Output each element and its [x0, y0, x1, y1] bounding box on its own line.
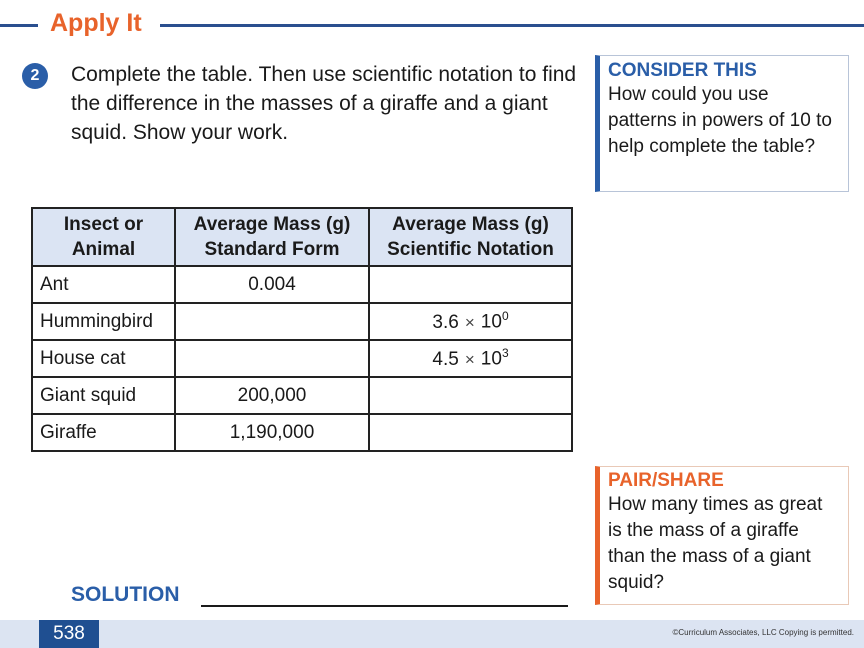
table-row	[32, 377, 572, 414]
exponent: 3	[501, 346, 509, 361]
pair-share-text: How many times as great is the mass of a giraffe than the mass of a giant squid?	[608, 494, 823, 593]
animal-cell: Hummingbird	[32, 303, 175, 340]
power-base: 10	[480, 348, 502, 370]
pair-share-title: PAIR/SHARE	[608, 470, 724, 491]
header-rule-right	[160, 24, 864, 27]
mass-table	[31, 207, 573, 452]
scientific-notation-cell	[369, 340, 572, 377]
table-header-row	[32, 208, 572, 266]
times-icon: ×	[464, 349, 475, 369]
coefficient: 4.5	[432, 348, 459, 370]
scientific-notation-cell[interactable]	[369, 414, 572, 451]
table-row	[32, 414, 572, 451]
times-icon: ×	[464, 312, 475, 332]
section-title: Apply It	[50, 9, 142, 37]
page-number: 538	[39, 620, 99, 648]
table-row	[32, 340, 572, 377]
scientific-notation-cell	[369, 303, 572, 340]
animal-cell: House cat	[32, 340, 175, 377]
header-rule-left	[0, 24, 38, 27]
problem-number-badge: 2	[22, 63, 48, 89]
power-base: 10	[480, 311, 502, 333]
consider-this-box	[595, 55, 849, 192]
animal-cell: Ant	[32, 266, 175, 303]
scientific-notation-cell[interactable]	[369, 377, 572, 414]
exponent: 0	[501, 309, 509, 324]
pair-share-box	[595, 466, 849, 605]
table-row	[32, 266, 572, 303]
solution-label: SOLUTION	[71, 583, 180, 606]
column-header-scientific: Average Mass (g) Scientific Notation	[369, 208, 572, 266]
consider-this-title: CONSIDER THIS	[608, 60, 757, 81]
column-header-animal: Insect or Animal	[32, 208, 175, 266]
scientific-notation-cell[interactable]	[369, 266, 572, 303]
animal-cell: Giraffe	[32, 414, 175, 451]
animal-cell: Giant squid	[32, 377, 175, 414]
standard-form-cell: 1,190,000	[175, 414, 369, 451]
table-row	[32, 303, 572, 340]
consider-this-text: How could you use patterns in powers of 10 to help complete the table?	[608, 84, 832, 157]
column-header-standard: Average Mass (g) Standard Form	[175, 208, 369, 266]
standard-form-cell[interactable]	[175, 340, 369, 377]
standard-form-cell[interactable]: 0.004	[175, 266, 369, 303]
coefficient: 3.6	[432, 311, 459, 333]
standard-form-cell[interactable]	[175, 303, 369, 340]
copyright-notice: ©Curriculum Associates, LLC Copying is permitted.	[672, 628, 854, 637]
solution-answer-line[interactable]	[201, 605, 568, 607]
standard-form-cell: 200,000	[175, 377, 369, 414]
problem-prompt: Complete the table. Then use scientific notation to find the difference in the masses of a giraffe and a giant squid. Show your work.	[71, 63, 577, 144]
